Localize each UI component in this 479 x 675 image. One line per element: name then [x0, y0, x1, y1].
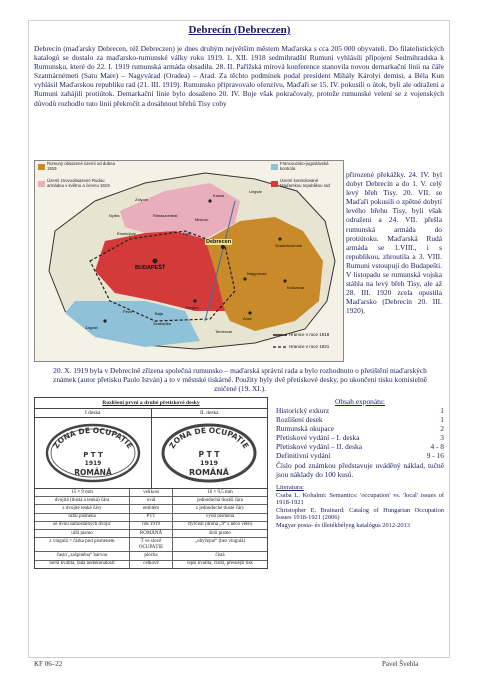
city-budapest: BUDAPEŠŤ	[135, 265, 166, 271]
contents-item	[276, 442, 444, 451]
cell-plate-1: ze dvou samostatných dvojic	[35, 522, 130, 529]
cell-feature: PTT	[130, 514, 173, 521]
contents-item	[276, 451, 444, 460]
city-miskolc: Miskolc	[195, 217, 209, 222]
city-zagrab: Zágráb	[85, 325, 98, 330]
contents-item-label: Přetiskové vydání – II. deska	[276, 442, 362, 451]
contents-item-label: Rozlišení desek	[276, 415, 323, 424]
contents-item-label: Historický exkurz	[276, 406, 330, 415]
city-zolyom: Zólyom	[135, 197, 149, 202]
cell-feature: emblém	[130, 505, 173, 512]
cell-plate-1: často „zašpiněna“ barvou	[35, 552, 130, 559]
city-baja: Baja	[155, 311, 164, 316]
page-code: KF 06–22	[34, 660, 63, 668]
contents-item-label: Definitivní vydání	[276, 451, 331, 460]
comparison-rows	[35, 489, 267, 568]
overprint-samples	[35, 418, 267, 489]
author-name: Pavel Švehla	[382, 660, 419, 668]
city-kolozsvar: Kolozsvár	[287, 285, 305, 290]
cell-feature: rok 1919	[130, 522, 173, 529]
cell-plate-1: horší kvalita, řada nedokonalostí	[35, 561, 130, 568]
contents-item-pages: 3	[440, 433, 444, 442]
stamp2-top-text: ZONA DE OCUPAȚIE	[167, 425, 251, 451]
cell-plate-2: z jednoduché tlusté čáry	[195, 505, 245, 511]
city-kassa: Kassa	[213, 193, 225, 198]
plate-comparison-table	[34, 397, 268, 569]
cell-plate-2: širší písmo	[209, 530, 231, 536]
cell-feature: ROMÂNĂ	[130, 530, 173, 537]
city-nyitra: Nyitra	[109, 213, 120, 218]
table-row	[35, 505, 267, 513]
cell-plate-2: čistá	[215, 552, 225, 558]
city-ersekujvar: Érsekújvár	[117, 231, 136, 236]
contents-item	[276, 433, 444, 442]
legend-border-1918: Hranice v roce 1918	[289, 332, 330, 337]
table-row	[35, 561, 267, 568]
stamp1-ptt: P T T	[82, 451, 103, 459]
legend-border-1921: Hranice v roce 1921	[289, 344, 330, 349]
city-eger: Eger	[183, 231, 192, 236]
contents-item	[276, 406, 444, 415]
cell-plate-2: čtyřčíslí (druhá „9“ s něco větší)	[187, 522, 253, 528]
page-title: Debrecín (Debreczen)	[188, 24, 291, 36]
city-szabadka: Szabadka	[153, 321, 171, 326]
table-row	[35, 497, 267, 505]
cell-plate-1: užší písmo	[35, 530, 130, 537]
legend-retaken: Území znovuobsazené Rudou armádou v květnu a červnu 1919	[47, 178, 110, 188]
city-szatmarnemeti: Szatmárnémeti	[275, 243, 302, 248]
overprint-paragraph: 20. X. 1919 byla v Debrecíně zřízena společná rumunsko – maďarská správní rada a bylo rozhodnuto o přetištění maďarských známek (autor přetisku Paulo István) a to v městské tiskárně. Použity byly dvě přetiskové desky, po ukončení tisku komisielně zničené (19. XI.).	[53, 366, 427, 394]
table-row	[35, 552, 267, 560]
cell-plate-2: „obyčejné“ (bez vingulá)	[194, 538, 246, 544]
contents-item-label: Přetiskové vydání – I. deska	[276, 433, 360, 442]
exhibit-contents	[276, 397, 444, 529]
history-paragraph-continued: přirozené překážky. 24. IV. byl dobyt Debrecín a do 1. V. celý levý břeh Tisy. 20. VII. se Maďaři pokusili o zpětné dobytí levého břehu Tisy, byli však odraženi a 24. VII. přešla rumunská armáda do protiútoku. Maďarská Rudá armáda se 1.VIII., i s republikou, zhroutila a 3. VIII. Rumuni vstoupují do Budapešti. V listopadu se rumunská vojska stáhla na levý břeh Tisy, ale až 28. III. 1920 zcela opustila Maďarsko (Debrecín 20. III. 1920).	[346, 170, 442, 316]
table-row	[35, 514, 267, 522]
stamp1-year: 1919	[84, 460, 102, 467]
contents-item-pages: 4 - 8	[430, 442, 444, 451]
table-header	[35, 409, 267, 418]
legend-french-yugoslav: Francouzsko-jugoslávská kontrola	[280, 161, 329, 171]
city-ungvar: Ungvár	[249, 189, 262, 194]
city-rimaszombat: Rimaszombat	[153, 213, 178, 218]
city-debrecen: Debrecen	[206, 239, 232, 245]
cell-feature: celkově	[130, 561, 173, 568]
cell-plate-1: dvojitá (tlustá a tenká) čára	[35, 497, 130, 504]
literature-item: Csaba L. Kohalmi: Semantics: 'occupation' vs. 'local' issues of 1918-1921	[276, 492, 444, 507]
literature-item: Magyar posta- és illetékbélyeg katalógus 2012-2013	[276, 521, 410, 529]
table-row	[35, 489, 267, 497]
contents-item-pages: 9 - 16	[426, 451, 444, 460]
cell-plate-1: z dvojité tenké čáry	[35, 505, 130, 512]
cell-plate-1: nižší písmena	[35, 514, 130, 521]
overprint-sample-plate-1	[35, 418, 152, 488]
cell-plate-1: 15 × 9 mm	[35, 489, 130, 496]
table-title: Rozlišení prvni a druhé přetiskové desky	[35, 398, 267, 409]
stamp2-ptt: P T T	[198, 450, 220, 459]
legend-soviet-republic: Území kontrolované Maďarskou republikou rad	[280, 178, 330, 188]
cell-feature: ovál	[130, 497, 173, 504]
literature-title: Literatura:	[276, 484, 304, 491]
contents-item-label: Rumunská okupace	[276, 424, 335, 433]
contents-item	[276, 415, 444, 424]
header-plate-1: I deska	[35, 409, 152, 417]
table-row	[35, 522, 267, 530]
stamp2-bottom-text: ROMÂNĂ	[189, 468, 230, 477]
city-pecs: Pécs	[123, 309, 132, 314]
contents-item-pages: 1	[440, 406, 444, 415]
contents-item	[276, 424, 444, 433]
contents-title: Obsah exponátu:	[335, 397, 385, 406]
contents-item-pages: 2	[440, 424, 444, 433]
stamp2-year: 1919	[200, 459, 219, 467]
cell-feature: plocha	[130, 552, 173, 559]
city-arad: Arad	[243, 316, 252, 321]
legend-occupied: Rumuny obsazené území od dubna 1919	[47, 161, 115, 171]
contents-note: Číslo pod známkou představuje uváděný náklad, tučně jsou náklady do 100 kusů.	[276, 461, 444, 479]
cell-plate-1: z vingulá = čárka pod písmenem	[35, 538, 130, 551]
cell-plate-2: lepší kvalita, čistší, přesnější tisk	[187, 561, 253, 567]
cell-plate-2: jednoduchá tlustší čára	[197, 497, 243, 503]
stamp1-top-text: ZONA DE OCUPAȚIE	[51, 425, 135, 451]
contents-item-pages: 1	[440, 415, 444, 424]
city-szeged: Szeged	[185, 305, 199, 310]
cell-plate-2: vyšší písmena	[205, 514, 235, 520]
cell-feature: T ve slově OCUPAȚIE	[130, 538, 173, 551]
cell-feature: velikost	[130, 489, 173, 496]
stamp1-bottom-text: ROMÂNĂ	[74, 468, 112, 477]
city-nagyvarad: Nagyvárad	[247, 271, 267, 276]
overprint-sample-plate-2	[152, 418, 268, 488]
table-row	[35, 538, 267, 552]
literature-item: Christopher E. Brainard: Catalog of Hungarian Occupation Issues 1918-1921 (2006)	[276, 506, 444, 522]
table-row	[35, 530, 267, 538]
historical-map	[34, 160, 344, 362]
city-temesvar: Temesvár	[215, 329, 233, 334]
cell-plate-2: 16 × 9,5 mm	[207, 489, 233, 495]
header-plate-2: II. deska	[199, 410, 219, 416]
history-paragraph: Debrecín (maďarsky Debrecen, též Debreczen) je dnes druhým největším městem Maďarska s cca 205 000 obyvateli. Do filatelistických katalogů se dostalo za maďarsko-rumunské války roku 1919. 1. XII. 1918 sedmihradští Rumuni vyhlásili připojení Sedmihradska k Rumunsku, které do 22. I. 1919 rumunská armáda obsadila. 28. II. Pařížská mírová konference stanovila novou demarkační linii na čáře Szatmárnémeti (Satu Mare) – Nagyvárad (Oradea) – Arad. Za těchto podmínek podal president Mihály Károlyi demisi, a Béla Kun vyhlásil Maďarskou republiku rad (21. III. 1919). Rumunsko připravovalo ofenzívu, Maďaři se 15. IV. pokusili o útok, byli ale odraženi a Rumuni zahájili protiútok. Demarkační linie bylo dosaženo 20. IV. Boje však pokračovaly, protože rumunské velení se z vojenských důvodů rozhodlo tuto linii překročit a dosáhnout břehů Tisy coby	[34, 44, 444, 108]
